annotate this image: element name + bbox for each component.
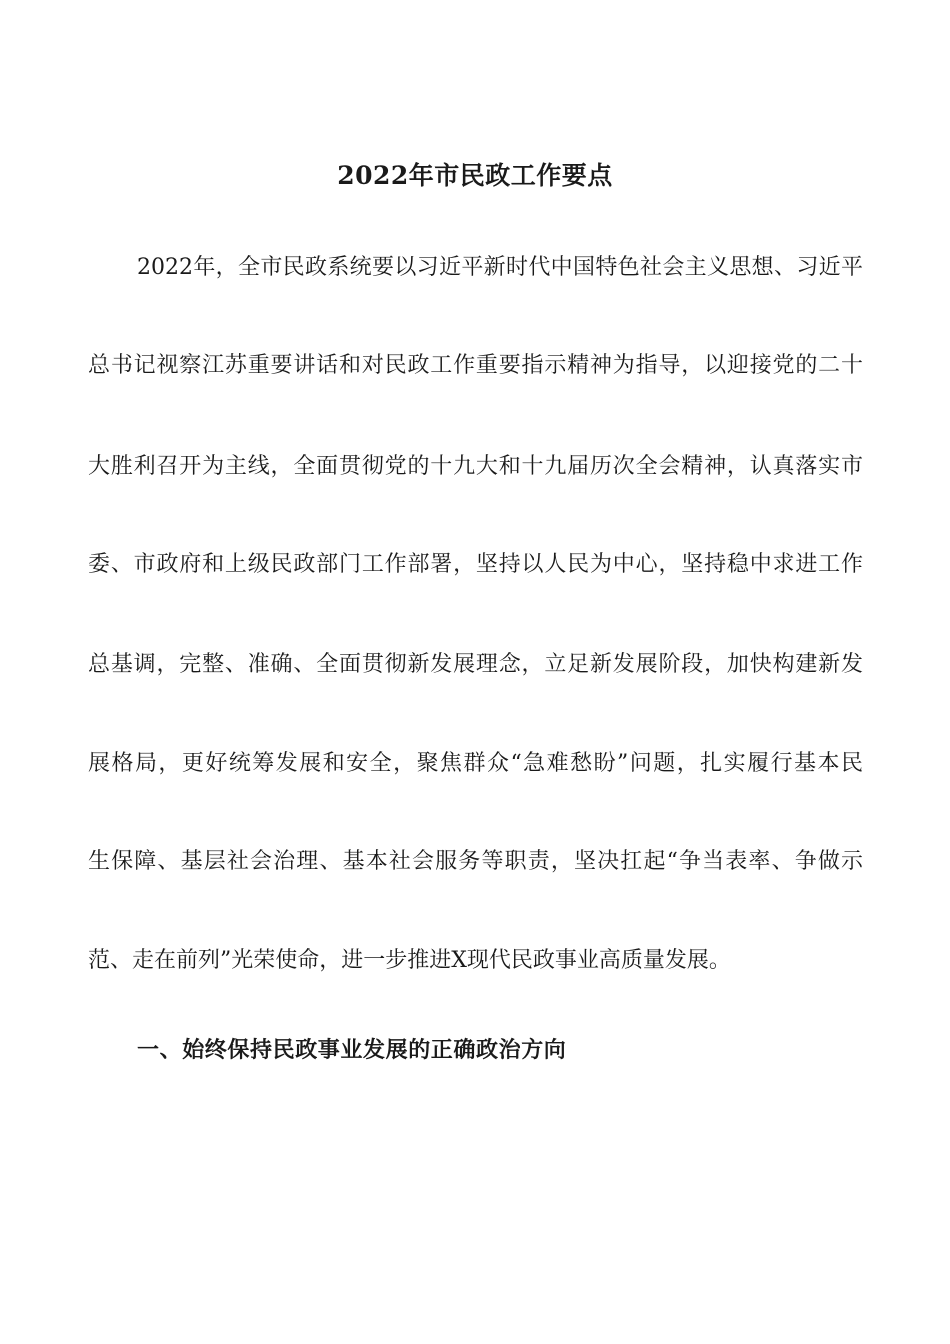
paragraph-line: 生保障、基层社会治理、基本社会服务等职责，坚决扛起“争当表率、争做示	[88, 849, 863, 874]
paragraph-line: 大胜利召开为主线，全面贯彻党的十九大和十九届历次全会精神，认真落实市	[88, 454, 863, 479]
paragraph-line: 范、走在前列”光荣使命，进一步推进X现代民政事业高质量发展。	[88, 948, 731, 973]
paragraph-line: 总书记视察江苏重要讲话和对民政工作重要指示精神为指导，以迎接党的二十	[88, 353, 863, 378]
section-heading: 一、始终保持民政事业发展的正确政治方向	[137, 1037, 567, 1063]
paragraph-line: 总基调，完整、准确、全面贯彻新发展理念，立足新发展阶段，加快构建新发	[88, 652, 863, 677]
paragraph-line: 委、市政府和上级民政部门工作部署，坚持以人民为中心，坚持稳中求进工作	[88, 552, 863, 577]
document-title: 2022年市民政工作要点	[337, 161, 613, 190]
paragraph-line: 展格局，更好统筹发展和安全，聚焦群众“急难愁盼”问题，扎实履行基本民	[88, 751, 863, 776]
paragraph-line: 2022年，全市民政系统要以习近平新时代中国特色社会主义思想、习近平	[137, 255, 863, 280]
